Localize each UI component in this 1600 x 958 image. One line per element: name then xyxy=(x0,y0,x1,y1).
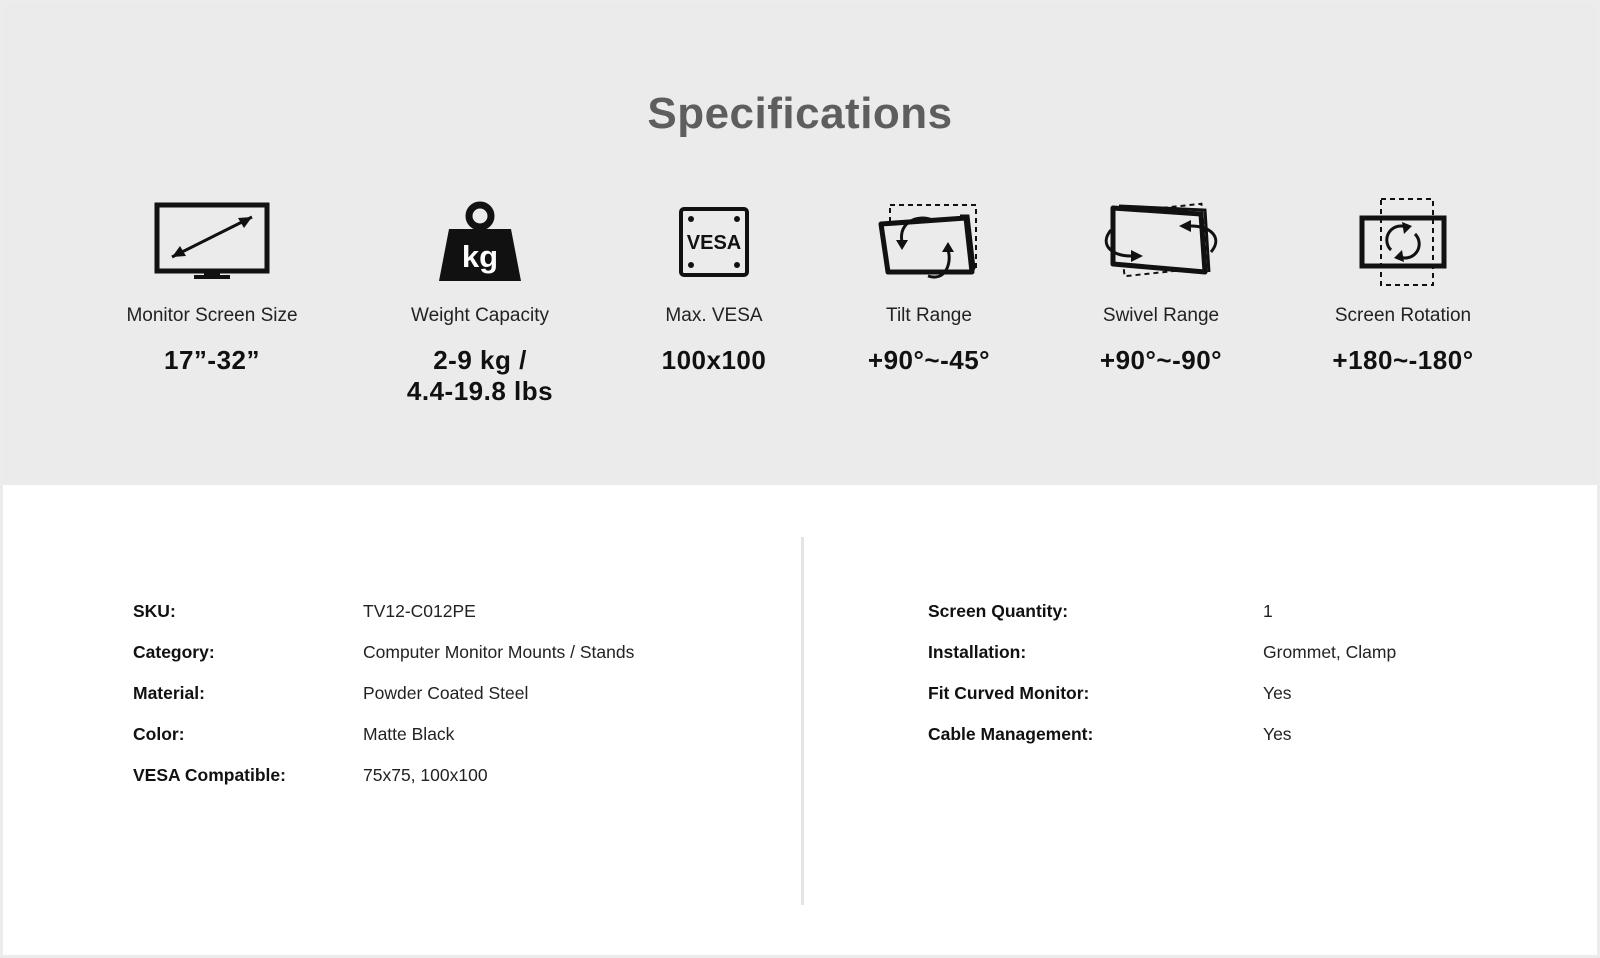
spec-monitor-screen-size xyxy=(92,193,332,376)
detail-value: 1 xyxy=(1263,601,1273,621)
detail-key: Fit Curved Monitor: xyxy=(928,683,1090,703)
vesa-icon-text: VESA xyxy=(686,232,742,254)
page-title: Specifications xyxy=(647,89,953,138)
spec-weight-capacity xyxy=(360,193,600,407)
detail-key: Screen Quantity: xyxy=(928,601,1069,621)
spec-value xyxy=(360,345,600,407)
spec-label: Tilt Range xyxy=(886,305,972,326)
detail-value: 75x75, 100x100 xyxy=(363,765,488,785)
detail-value: Grommet, Clamp xyxy=(1263,642,1397,662)
spec-label: Weight Capacity xyxy=(411,305,549,326)
spec-label: Monitor Screen Size xyxy=(126,305,298,326)
detail-value: Yes xyxy=(1263,683,1292,703)
detail-value: Computer Monitor Mounts / Stands xyxy=(363,642,635,662)
spec-screen-rotation xyxy=(1283,193,1523,376)
detail-key: Cable Management: xyxy=(928,724,1094,744)
detail-value: Yes xyxy=(1263,724,1292,744)
detail-value: Matte Black xyxy=(363,724,455,744)
spec-label: Swivel Range xyxy=(1102,305,1220,326)
vesa-plate-icon xyxy=(594,193,834,291)
spec-value: +180~-180° xyxy=(1332,345,1474,375)
swivel-icon xyxy=(1041,193,1281,291)
spec-max-vesa xyxy=(594,193,834,376)
detail-value: TV12-C012PE xyxy=(363,601,476,621)
spec-label: Max. VESA xyxy=(665,305,763,326)
spec-value-line: 4.4-19.8 lbs xyxy=(406,376,554,406)
detail-key: Color: xyxy=(133,724,185,744)
rotation-icon xyxy=(1283,193,1523,291)
spec-value: 100x100 xyxy=(661,345,767,375)
spec-value: +90°~-45° xyxy=(867,345,991,375)
detail-key: Installation: xyxy=(928,642,1027,662)
spec-label: Screen Rotation xyxy=(1334,305,1472,326)
detail-key: Category: xyxy=(133,642,215,662)
detail-key: Material: xyxy=(133,683,205,703)
spec-value-line: 2-9 kg / xyxy=(433,345,527,375)
weight-kg-icon xyxy=(360,193,600,291)
detail-value: Powder Coated Steel xyxy=(363,683,529,703)
column-divider xyxy=(801,537,804,905)
spec-value: +90°~-90° xyxy=(1099,345,1223,375)
tilt-icon xyxy=(809,193,1049,291)
detail-key: SKU: xyxy=(133,601,176,621)
spec-value: 17”-32” xyxy=(164,345,260,375)
monitor-diagonal-icon xyxy=(92,193,332,291)
detail-key: VESA Compatible: xyxy=(133,765,286,785)
weight-icon-text: kg xyxy=(461,239,499,274)
spec-swivel-range xyxy=(1041,193,1281,376)
specifications-panel xyxy=(3,3,1597,485)
spec-tilt-range xyxy=(809,193,1049,376)
